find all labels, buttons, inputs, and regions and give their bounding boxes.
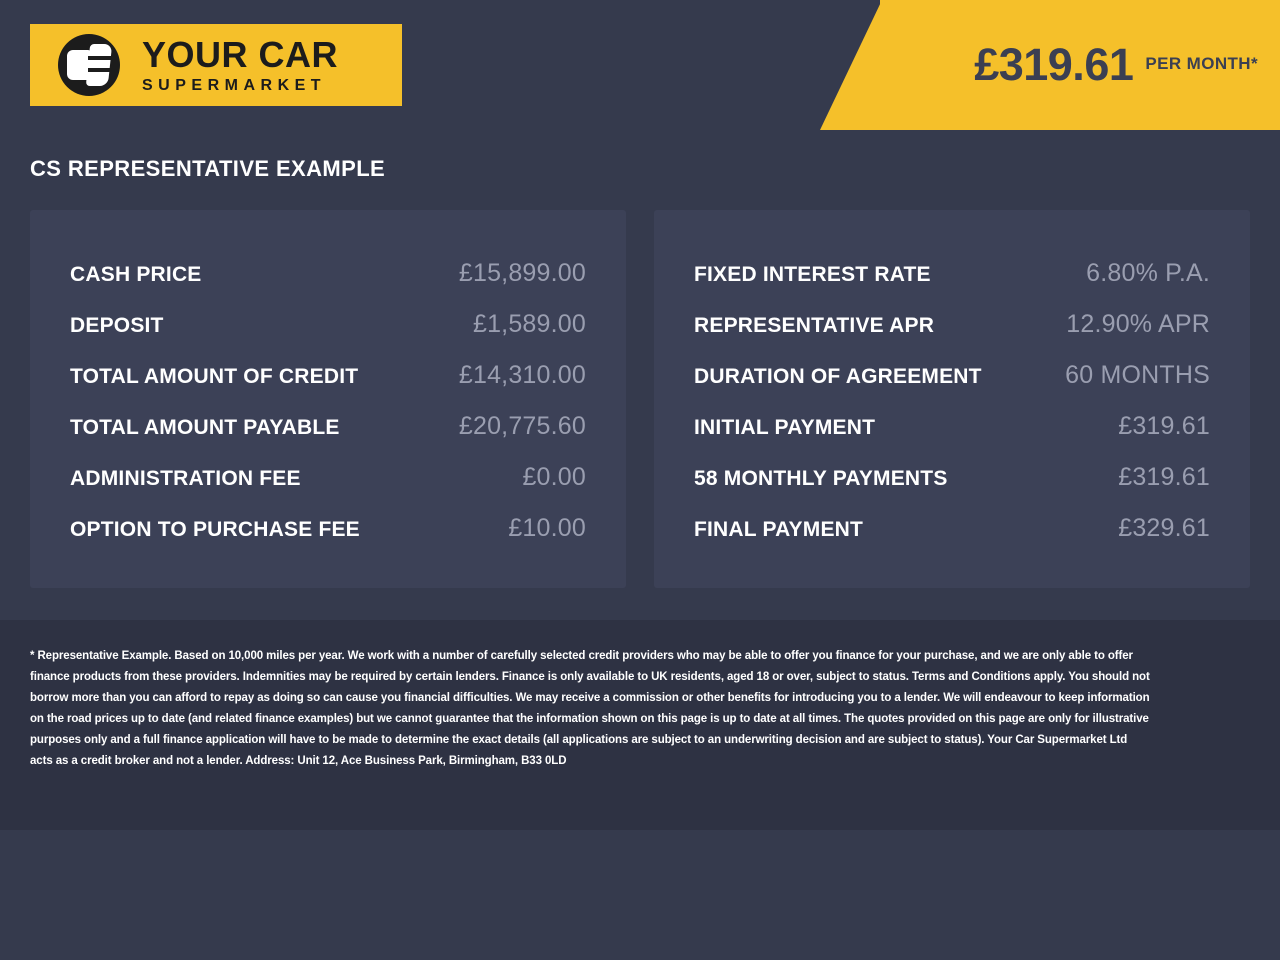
row-label: TOTAL AMOUNT OF CREDIT — [70, 365, 359, 388]
monthly-price-amount: £319.61 — [974, 39, 1134, 90]
row-value: £10.00 — [508, 514, 586, 542]
finance-table-right — [654, 210, 1250, 588]
row-value: £0.00 — [522, 463, 586, 491]
row-label: CASH PRICE — [70, 263, 202, 286]
row-value: 6.80% P.A. — [1086, 259, 1210, 287]
row-value: £1,589.00 — [472, 310, 586, 338]
row-value: £319.61 — [1118, 463, 1210, 491]
row-value: £329.61 — [1118, 514, 1210, 542]
table-row — [70, 350, 586, 401]
row-label: ADMINISTRATION FEE — [70, 467, 301, 490]
table-row — [694, 401, 1210, 452]
table-row — [70, 299, 586, 350]
page-title: CS REPRESENTATIVE EXAMPLE — [30, 156, 386, 181]
table-row — [694, 350, 1210, 401]
row-value: £14,310.00 — [458, 361, 586, 389]
row-label: FINAL PAYMENT — [694, 518, 864, 541]
table-row — [694, 452, 1210, 503]
table-row — [70, 503, 586, 554]
row-label: 58 MONTHLY PAYMENTS — [694, 467, 948, 490]
footer-disclaimer — [0, 620, 1280, 830]
logo-subtitle: SUPERMARKET — [142, 76, 327, 94]
logo-text — [142, 33, 339, 94]
monthly-price-panel — [880, 0, 1280, 130]
row-label: DEPOSIT — [70, 314, 164, 337]
finance-table-left — [30, 210, 626, 588]
fist-car-icon — [58, 34, 120, 96]
row-label: OPTION TO PURCHASE FEE — [70, 518, 360, 541]
table-row — [694, 503, 1210, 554]
table-row — [70, 248, 586, 299]
finance-tables — [0, 182, 1280, 588]
table-row — [70, 401, 586, 452]
row-value: £20,775.60 — [458, 412, 586, 440]
row-label: TOTAL AMOUNT PAYABLE — [70, 416, 340, 439]
table-row — [694, 299, 1210, 350]
row-value: 60 MONTHS — [1065, 361, 1210, 389]
row-label: FIXED INTEREST RATE — [694, 263, 931, 286]
row-label: DURATION OF AGREEMENT — [694, 365, 982, 388]
brand-logo — [30, 24, 402, 106]
row-label: INITIAL PAYMENT — [694, 416, 876, 439]
table-row — [694, 248, 1210, 299]
row-label: REPRESENTATIVE APR — [694, 314, 935, 337]
row-value: £319.61 — [1118, 412, 1210, 440]
row-value: £15,899.00 — [458, 259, 586, 287]
table-row — [70, 452, 586, 503]
page-header — [0, 0, 1280, 130]
monthly-price-suffix: PER MONTH* — [1145, 54, 1258, 73]
disclaimer-text: * Representative Example. Based on 10,000 miles per year. We work with a number of carefully selected credit providers who may be able to offer you finance for your purchase, and we are only able to offer finance products from these providers. Indemnities may be required by certain lenders. Finance is only available to UK residents, aged 18 or over, subject to status. Terms and Conditions apply. You should not borrow more than you can afford to repay as doing so can cause you financial difficulties. We may receive a commission or other benefits for introducing you to a lender. We will endeavour to keep information on the road prices up to date (and related finance examples) but we cannot guarantee that the information shown on this page is up to date at all times. The quotes provided on this page are only for illustrative purposes only and a full finance application will have to be made to determine the exact details (all applications are subject to an underwriting decision and are subject to status). Your Car Supermarket Ltd acts as a credit broker and not a lender. Address: Unit 12, Ace Business Park, Birmingham, B33 0LD — [30, 650, 1150, 767]
logo-title: YOUR CAR — [142, 33, 339, 75]
row-value: 12.90% APR — [1066, 310, 1210, 338]
